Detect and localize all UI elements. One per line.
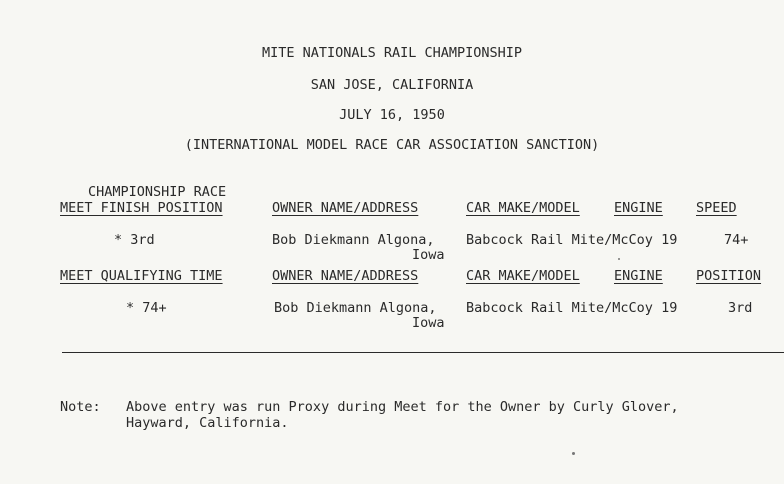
owner-state-value: Iowa xyxy=(412,247,445,263)
speed-value: 74+ xyxy=(724,232,749,248)
engine-header-2: ENGINE xyxy=(614,268,663,284)
location: SAN JOSE, CALIFORNIA xyxy=(310,77,474,93)
sanction-line: (INTERNATIONAL MODEL RACE CAR ASSOCIATION SANCTION) xyxy=(184,137,600,153)
owner-name-value-2: Bob Diekmann Algona, xyxy=(274,300,437,316)
owner-name-value: Bob Diekmann Algona, xyxy=(272,232,435,248)
owner-state-value-2: Iowa xyxy=(412,315,445,331)
note-label: Note: xyxy=(60,399,101,415)
qualifying-time-header: MEET QUALIFYING TIME xyxy=(60,268,223,284)
car-header: CAR MAKE/MODEL xyxy=(466,200,580,216)
finish-position-header: MEET FINISH POSITION xyxy=(60,200,223,216)
championship-race-label: CHAMPIONSHIP RACE xyxy=(88,184,227,200)
car-value-2: Babcock Rail Mite/McCoy 19 xyxy=(466,300,678,316)
horizontal-rule xyxy=(62,352,784,353)
position-header: POSITION xyxy=(696,268,762,284)
car-value: Babcock Rail Mite/McCoy 19 xyxy=(466,232,678,248)
document-title: MITE NATIONALS RAIL CHAMPIONSHIP xyxy=(261,45,523,61)
owner-header-2: OWNER NAME/ADDRESS xyxy=(272,268,419,284)
paper-speck xyxy=(618,258,620,260)
engine-header: ENGINE xyxy=(614,200,663,216)
note-line-1: Above entry was run Proxy during Meet for the Owner by Curly Glover, xyxy=(126,399,679,415)
paper-speck xyxy=(572,452,575,455)
position-value: 3rd xyxy=(728,300,753,316)
owner-header: OWNER NAME/ADDRESS xyxy=(272,200,419,216)
event-date: JULY 16, 1950 xyxy=(339,107,445,123)
speed-header: SPEED xyxy=(696,200,737,216)
qualifying-time-value: * 74+ xyxy=(126,300,167,316)
car-header-2: CAR MAKE/MODEL xyxy=(466,268,580,284)
finish-position-value: * 3rd xyxy=(114,232,155,248)
note-line-2: Hayward, California. xyxy=(126,415,289,431)
